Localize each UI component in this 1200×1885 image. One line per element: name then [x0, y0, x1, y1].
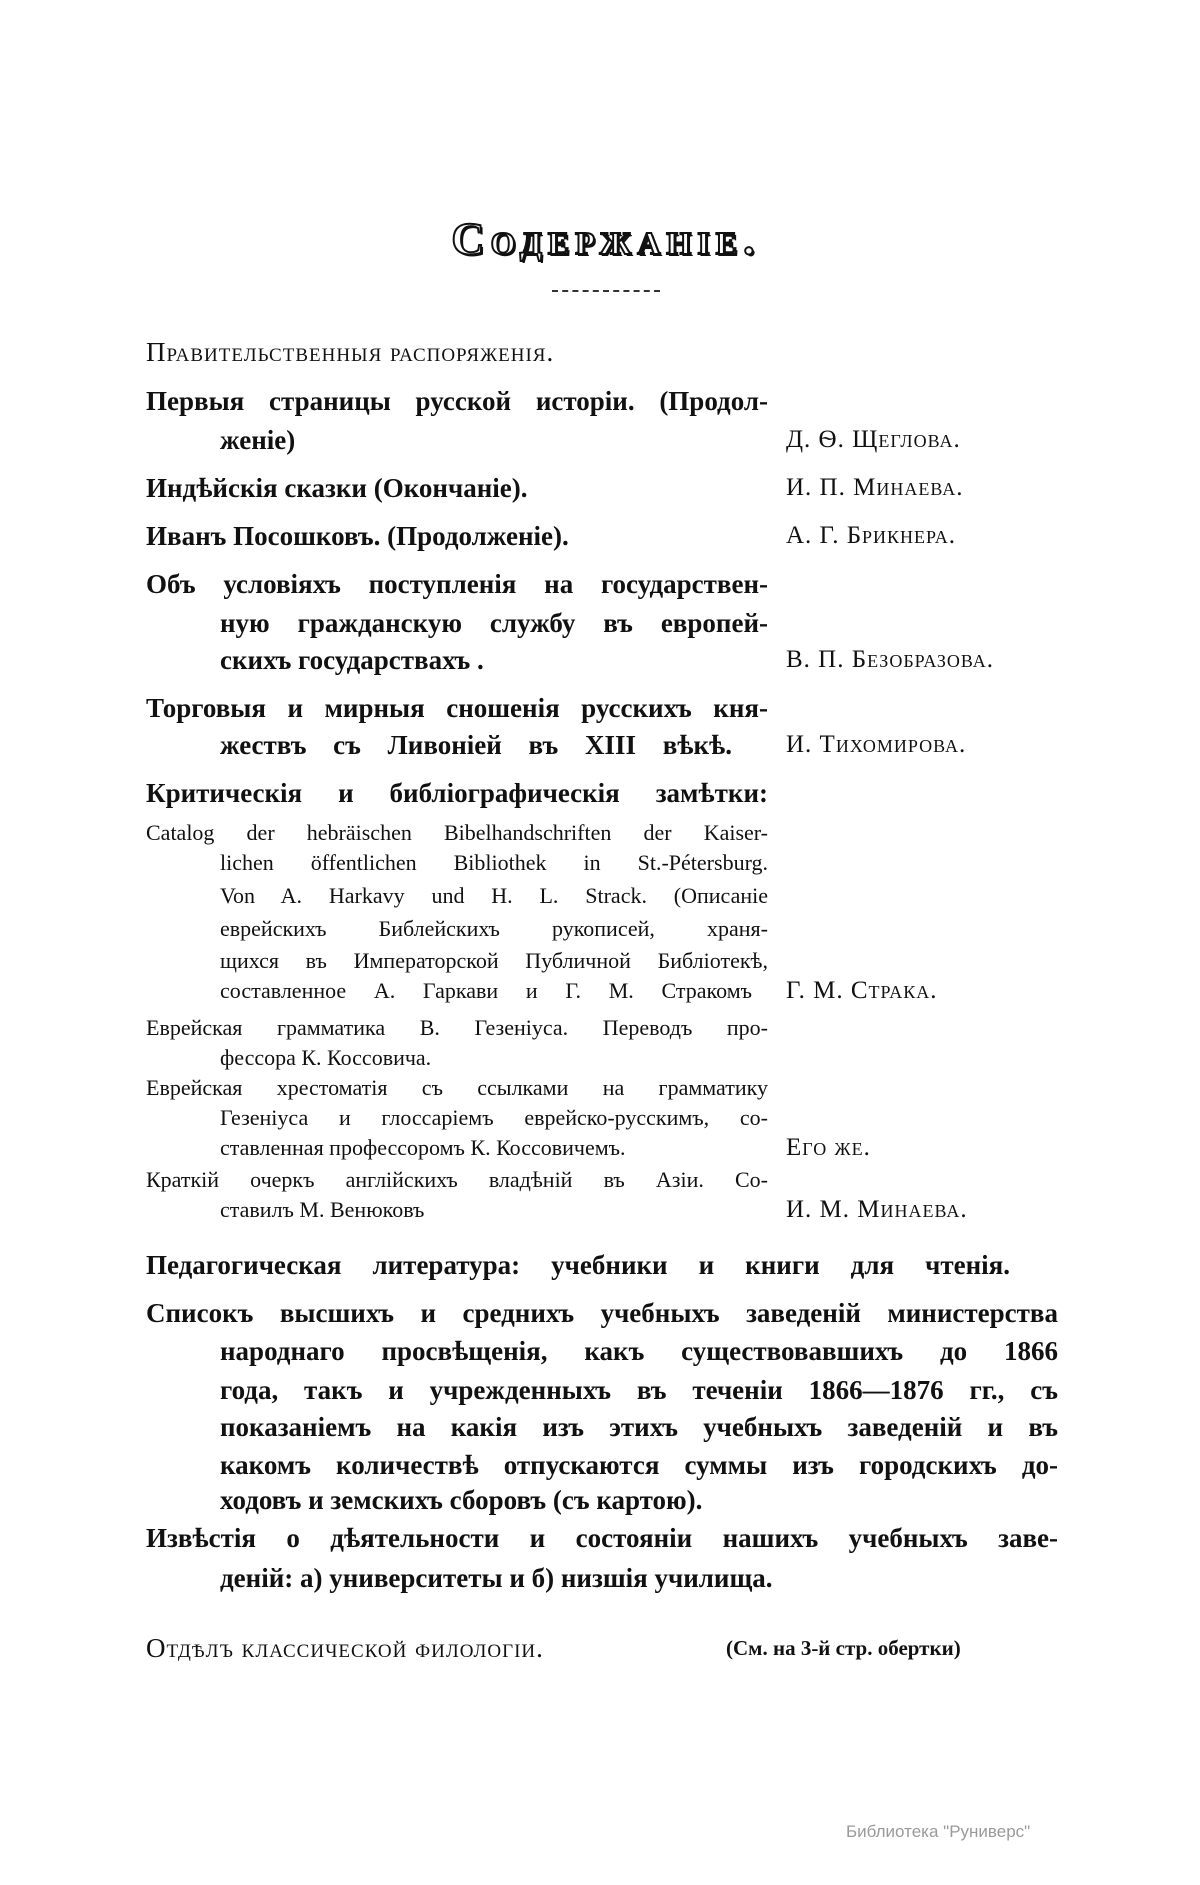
- review-line: Гезеніуса и глоссаріемъ еврейско-русскимъ, со-: [220, 1105, 768, 1130]
- classics-note: (См. на 3-й стр. обертки): [726, 1636, 961, 1660]
- review-line: щихся въ Императорской Публичной Библіотекѣ,: [220, 948, 768, 973]
- review-line: ставленная профессоромъ К. Коссовичемъ.: [220, 1135, 626, 1160]
- review-line: ставилъ М. Венюковъ: [220, 1197, 425, 1222]
- article-author: А. Г. Брикнера.: [786, 522, 957, 549]
- library-watermark: Библиотека "Руниверс": [846, 1822, 1031, 1841]
- article-line: Торговыя и мирныя сношенія русскихъ кня-: [146, 693, 768, 723]
- list-line: года, такъ и учрежденныхъ въ теченіи 1866—1876 гг., съ: [220, 1375, 1058, 1405]
- review-line: Краткій очеркъ англійскихъ владѣній въ Азіи. Со-: [146, 1167, 768, 1192]
- article-author: И. П. Минаева.: [786, 474, 964, 501]
- title-divider: [552, 290, 660, 292]
- review-author: Г. М. Страка.: [786, 977, 938, 1004]
- article-line: Первыя страницы русской исторіи. (Продол-: [146, 386, 768, 416]
- review-line: Von A. Harkavy und H. L. Strack. (Описаніе: [220, 883, 768, 908]
- review-author: И. М. Минаева.: [786, 1196, 968, 1223]
- article-line: женіе): [220, 425, 296, 455]
- review-line: составленное А. Гаркави и Г. М. Стракомъ: [220, 978, 752, 1003]
- news-line: Извѣстія о дѣятельности и состояніи нашихъ учебныхъ заве-: [146, 1523, 1058, 1553]
- article-author: И. Тихомирова.: [786, 731, 967, 758]
- article-line: Индѣйскія сказки (Окончаніе).: [146, 473, 528, 503]
- article-line: жествъ съ Ливоніей въ XIII вѣкѣ.: [220, 730, 732, 760]
- article-line: скихъ государствахъ .: [220, 645, 484, 675]
- review-line: Еврейская грамматика В. Гезеніуса. Переводъ про-: [146, 1015, 768, 1040]
- list-line: ходовъ и земскихъ сборовъ (съ картою).: [220, 1485, 703, 1515]
- review-line: Еврейская хрестоматія съ ссылками на грамматику: [146, 1075, 768, 1100]
- article-author: В. П. Безобразова.: [786, 646, 995, 673]
- news-line: деній: а) университеты и б) низшія училища.: [220, 1563, 773, 1593]
- list-line: какомъ количествѣ отпускаются суммы изъ городскихъ до-: [220, 1450, 1058, 1480]
- list-line: Списокъ высшихъ и среднихъ учебныхъ заведеній министерства: [146, 1298, 1058, 1328]
- review-line: еврейскихъ Библейскихъ рукописей, храня-: [220, 916, 768, 941]
- article-line: ную гражданскую службу въ европей-: [220, 608, 768, 638]
- list-line: показаніемъ на какія изъ этихъ учебныхъ заведеній и въ: [220, 1412, 1058, 1442]
- review-line: lichen öffentlichen Bibliothek in St.-Pétersburg.: [220, 850, 768, 875]
- article-line: Объ условіяхъ поступленія на государствен-: [146, 569, 768, 599]
- section-pedagogy: Педагогическая литература: учебники и книги для чтенія.: [146, 1250, 1010, 1280]
- article-line: Иванъ Посошковъ. (Продолженіе).: [146, 521, 569, 551]
- section-heading-critique: Критическія и библіографическія замѣтки:: [146, 778, 768, 808]
- page-title: Содержаніе.: [451, 213, 761, 264]
- list-line: народнаго просвѣщенія, какъ существовавшихъ до 1866: [220, 1336, 1058, 1366]
- review-line: Catalog der hebräischen Bibelhandschriften der Kaiser-: [146, 820, 768, 845]
- review-line: фессора К. Коссовича.: [220, 1045, 432, 1070]
- article-author: Д. Ѳ. Щеглова.: [786, 426, 961, 453]
- section-classics: Отдѣлъ классической филологіи.: [146, 1633, 544, 1663]
- section-heading-government: Правительственныя распоряженія.: [146, 337, 555, 367]
- review-author: Его же.: [786, 1134, 871, 1161]
